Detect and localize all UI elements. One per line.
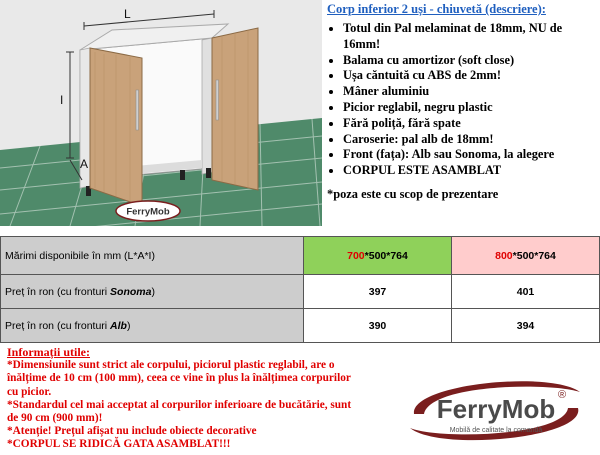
dimension-depth-label: A [80,157,89,171]
price-label-sonoma: Preț în ron (cu fronturi Sonoma) [1,275,304,309]
price-value: 394 [452,309,600,343]
logo-name: FerryMob [436,394,556,424]
brand-badge-text: FerryMob [126,206,170,218]
presentation-note: *poza este cu scop de prezentare [327,186,499,201]
useful-info [7,346,362,452]
logo-registered: ® [558,389,567,401]
table-row [1,237,600,275]
size-header-label: Mărimi disponibile în mm (L*A*I) [1,237,304,275]
size-option-700: 700*500*764 [304,237,452,275]
description-title: Corp inferior 2 uși - chiuvetă (descriere): [327,2,546,16]
info-line: *Standardul cel mai acceptat al corpurilor inferioare de bucătărie, sunt de 90 cm (900 mm)! [7,398,352,425]
feature-item: • Ușa căntuită cu ABS de 2mm! [343,68,597,84]
table-row [1,309,600,343]
price-table [0,236,600,343]
feature-item: • Totul din Pal melaminat de 18mm, NU de 16mm! [343,21,597,53]
feature-item: • Caroserie: pal alb de 18mm! [343,132,597,148]
feature-item: • Front (fața): Alb sau Sonoma, la alegere [343,147,597,163]
feature-item: • Mâner aluminiu [343,84,597,100]
price-value: 390 [304,309,452,343]
feature-item: • Picior reglabil, negru plastic [343,100,597,116]
dimension-height-label: I [60,93,64,107]
info-heading: Informații utile: [7,345,90,359]
cabinet-illustration [0,0,322,226]
price-value: 397 [304,275,452,309]
size-option-800: 800*500*764 [452,237,600,275]
table-row [1,275,600,309]
info-line: *CORPUL SE RIDICĂ GATA ASAMBLAT!!! [7,438,231,451]
info-line: *Dimensiunile sunt strict ale corpului, piciorul plastic reglabil, are o înălțime de 10 cm (100 mm), ceea ce vine în plus la înălțimea corpurilor cu picior. [7,359,351,398]
price-label-alb: Preț în ron (cu fronturi Alb) [1,309,304,343]
price-value: 401 [452,275,600,309]
feature-item: • Fără poliță, fără spate [343,116,597,132]
ferrymob-logo [400,374,592,446]
dimension-length-label: L [124,7,131,21]
feature-item: • CORPUL ESTE ASAMBLAT [343,163,597,179]
logo-tagline: Mobilă de calitate la comandă [449,427,543,434]
product-description [327,2,597,202]
feature-list [327,21,597,179]
info-line: *Atenție! Prețul afișat nu include obiecte decorative [7,425,257,438]
feature-item: • Balama cu amortizor (soft close) [343,53,597,69]
